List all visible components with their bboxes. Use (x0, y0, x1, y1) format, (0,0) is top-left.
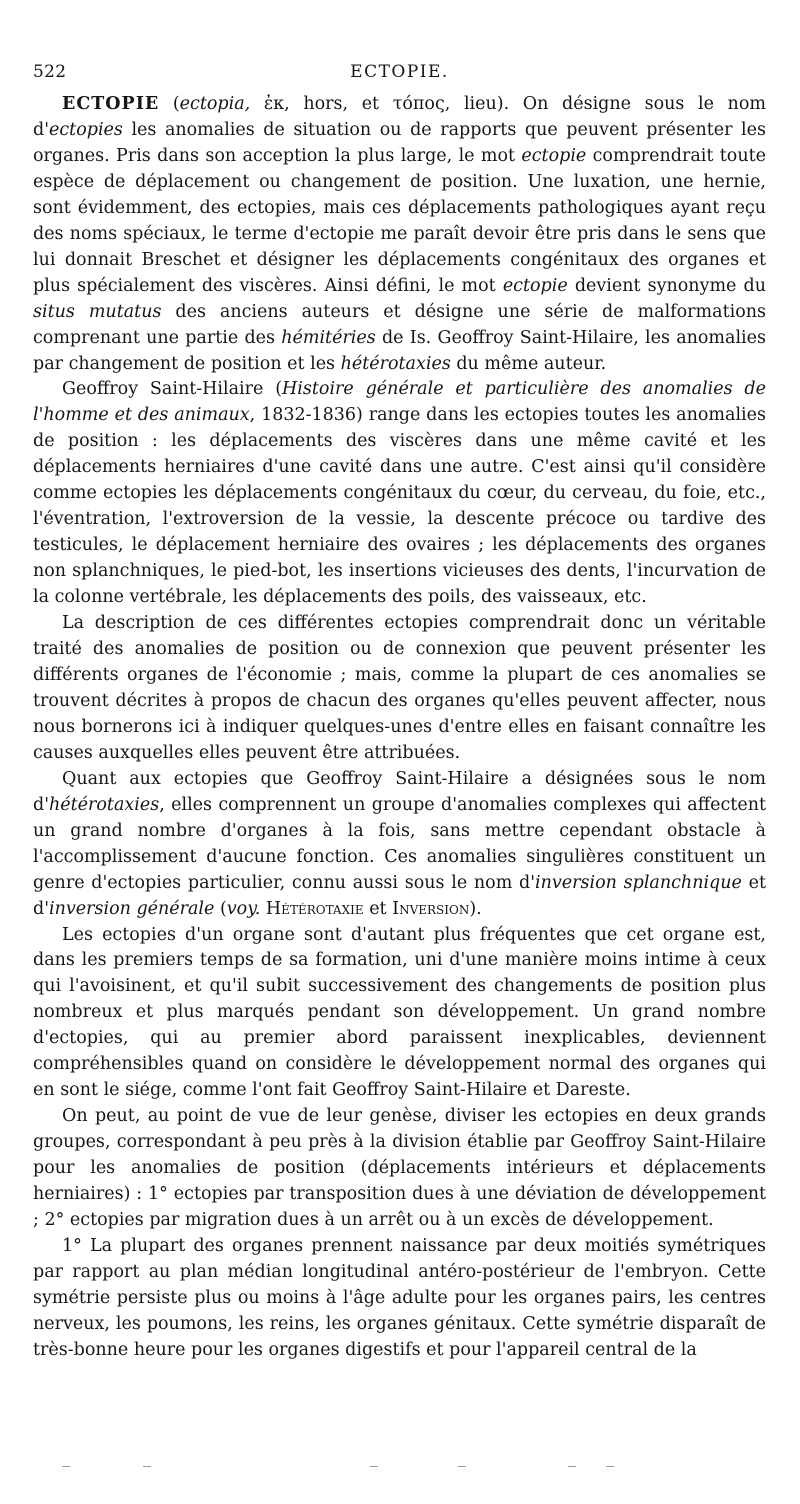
paragraph-frequency: Les ectopies d'un organe sont d'autant plus fréquentes que cet organe est, dans les premiers temps de sa formation, uni d'une manière moins intime à ceux qui l'avoisinent, et qu'il subit successivement des changements de position plus nombreux et plus marqués pendant son développement. Un grand nombre d'ectopies, qui au premier abord paraissent inexplicables, deviennent compréhensibles quand on considère le développement normal des organes qui en sont le siége, comme l'ont fait Geoffroy Saint-Hilaire et Dareste. (33, 924, 766, 1101)
page-header (33, 62, 766, 86)
scan-specks (40, 1462, 760, 1472)
entry-headword: ECTOPIE (62, 94, 160, 114)
paragraph-symmetry: 1° La plupart des organes prennent naissance par deux moitiés symétriques par rapport au plan médian longitudinal antéro-postérieur de l'embryon. Cette symétrie persiste plus ou moins à l'âge adulte pour les organes pairs, les centres nerveux, les poumons, les reins, les organes génitaux. Cette symétrie disparaît de très-bonne heure pour les organes digestifs et pour l'appareil central de la (33, 1235, 766, 1360)
scan-speck (458, 1466, 466, 1467)
scan-speck (606, 1466, 614, 1467)
scan-speck (568, 1466, 576, 1467)
cross-reference-heterotaxie: Hétérotaxie (265, 898, 364, 919)
etymology: (ectopia, ἐκ, hors, et τόπος, lieu). (172, 94, 510, 114)
running-title: ECTOPIE. (350, 62, 449, 82)
scan-speck (370, 1466, 378, 1467)
page-number: 522 (33, 62, 67, 82)
paragraph-two-groups: On peut, au point de vue de leur genèse, diviser les ectopies en deux grands groupes, correspondant à peu près à la division établie par Geoffroy Saint-Hilaire pour les anomalies de position (déplacements intérieurs et déplacements herniaires) : 1° ectopies par transposition dues à une déviation de développement ; 2° ectopies par migration dues à un arrêt ou à un excès de développement. (33, 1106, 766, 1230)
paragraph-heterotaxies: Quant aux ectopies que Geoffroy Saint-Hilaire a désignées sous le nom d'hétérotaxies, elles comprennent un groupe d'anomalies complexes qui affectent un grand nombre d'organes à la fois, sans mettre cependant obstacle à l'accomplissement d'aucune fonction. Ces anomalies singulières constituent un genre d'ectopies particulier, connu aussi sous le nom d'inversion splanchnique et d'inversion générale (voy. Hétérotaxie et Inversion). (33, 768, 767, 919)
paragraph-definition: ECTOPIE (ectopia, ἐκ, hors, et τόπος, lieu). On désigne sous le nom d'ectopies les anomalies de situation ou de rapports que peuvent présenter les organes. Pris dans son acception la plus large, le mot ectopie comprendrait toute espèce de déplacement ou changement de position. Une luxation, une hernie, sont évidemment, des ectopies, mais ces déplacements pathologiques ayant reçu des noms spéciaux, le terme d'ectopie me paraît devoir être pris dans le sens que lui donnait Breschet et désigner les déplacements congénitaux des organes et plus spécialement des viscères. Ainsi défini, le mot ectopie devient synonyme du situs mutatus des anciens auteurs et désigne une série de malformations comprenant une partie des hémitéries de Is. Geoffroy Saint-Hilaire, les anomalies par changement de position et les hétérotaxies du même auteur. (33, 94, 766, 374)
cross-reference-inversion: Inversion (392, 898, 470, 919)
article-body (33, 92, 766, 1364)
paragraph-geoffroy-classification: Geoffroy Saint-Hilaire (Histoire générale et particulière des anomalies de l'homme et des animaux, 1832-1836) range dans les ectopies toutes les anomalies de position : les déplacements des viscères dans une même cavité et les déplacements herniaires d'une cavité dans une autre. C'est ainsi qu'il considère comme ectopies les déplacements congénitaux du cœur, du cerveau, du foie, etc., l'éventration, l'extroversion de la vessie, la descente précoce ou tardive des testicules, le déplacement herniaire des ovaires ; les déplacements des organes non splanchniques, le pied-bot, les insertions vicieuses des dents, l'incurvation de la colonne vertébrale, les déplacements des poils, des vaisseaux, etc. (33, 379, 766, 608)
scan-speck (62, 1466, 70, 1467)
scan-speck (143, 1466, 151, 1467)
paragraph-description: La description de ces différentes ectopies comprendrait donc un véritable traité des anomalies de position ou de connexion que peuvent présenter les différents organes de l'économie ; mais, comme la plupart de ces anomalies se trouvent décrites à propos de chacun des organes qu'elles peuvent affecter, nous nous bornerons ici à indiquer quelques-unes d'entre elles en faisant connaître les causes auxquelles elles peuvent être attribuées. (33, 613, 766, 763)
